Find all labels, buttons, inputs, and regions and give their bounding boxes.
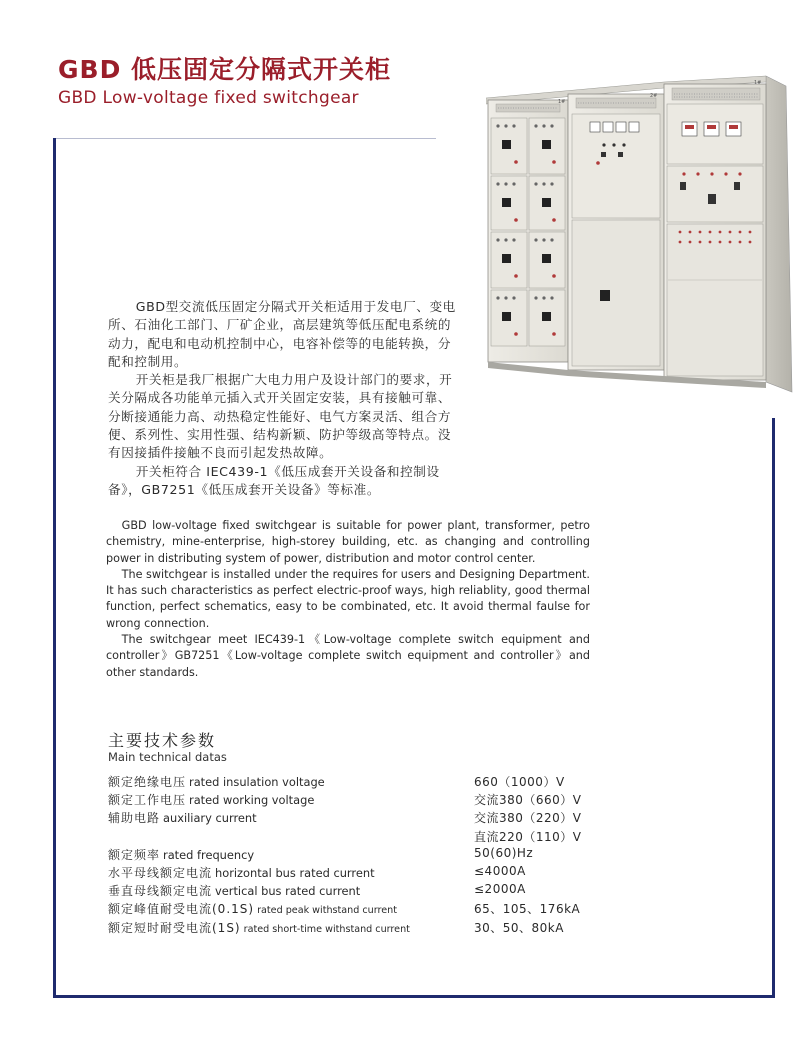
description-en-paragraph: The switchgear is installed under the requires for users and Designing Department. It has such characteristics as perfect electric-proof ways, high reliablity, good thermal function, perfect schematics, easy to be combinated, etc. It avoid thermal faulse for wrong connection. [106,567,590,630]
description-cn [108,298,463,499]
param-value: 65、105、176kA [474,902,581,917]
page-title-en: GBD Low-voltage fixed switchgear [58,88,359,108]
param-label-cn: 额定频率 [108,847,161,862]
cabinet-label-1: 1# [558,99,566,105]
param-row [108,919,668,937]
param-row [108,809,668,827]
page-title-cn: GBD 低压固定分隔式开关柜 [58,55,392,84]
param-row [108,828,668,846]
param-label [108,919,410,936]
param-label-en: auxiliary current [163,811,257,826]
switchgear-photo [486,70,798,402]
frame-left-rule [53,138,56,998]
param-label [108,773,325,790]
param-label [108,900,397,917]
description-en-paragraph: The switchgear meet IEC439-1《Low-voltage complete switch equipment and controller》GB7251《Low-voltage complete switch equipment and controller》and other standards. [106,633,590,679]
param-label [108,791,314,808]
description-en-paragraph: GBD low-voltage fixed switchgear is suitable for power plant, transformer, petro chemistry, mine-enterprise, high-storey building, etc. as changing and controlling power in distributing system of power, distribution and motor control center. [106,519,590,565]
param-label-cn: 辅助电路 [108,811,161,826]
param-row [108,791,668,809]
cabinet-label-2: 2# [650,93,658,99]
param-row [108,864,668,882]
params-heading-en: Main technical datas [108,750,227,764]
param-label [108,828,111,842]
param-label-cn: 垂直母线额定电流 [108,884,213,899]
params-table [108,773,668,937]
param-label [108,846,254,863]
param-row [108,882,668,900]
param-label-en: rated insulation voltage [189,775,325,789]
frame-right-rule [772,418,775,998]
param-label-cn: 额定工作电压 [108,793,187,808]
param-row [108,900,668,918]
param-label [108,864,375,881]
param-label-en: rated working voltage [189,793,315,808]
params-heading-cn: 主要技术参数 [108,731,217,750]
description-cn-paragraph: 开关柜是我厂根据广大电力用户及设计部门的要求，开关分隔成各功能单元插入式开关固定安装，具有接触可靠、分断接通能力高、动热稳定性能好、电气方案灵活、组合方便、系列性、实用性强、结构新颖、防护等级高等特点。没有因接插件接触不良而引起发热故障。 [108,372,453,461]
param-value: 直流220（110）V [474,829,582,844]
param-value: 660（1000）V [474,775,565,789]
param-value: ≤4000A [474,863,526,878]
cabinet-label-3: 1# [754,80,762,86]
param-label-en: vertical bus rated current [215,884,361,899]
param-label [108,809,257,826]
description-cn-paragraph: GBD型交流低压固定分隔式开关柜适用于发电厂、变电所、石油化工部门、厂矿企业，高层建筑等低压配电系统的动力，配电和电动机控制中心，电容补偿等的电能转换，分配和控制用。 [108,299,456,369]
param-label-cn: 额定短时耐受电流(1S) [108,920,241,935]
param-label-en: horizontal bus rated current [215,865,375,880]
param-label [108,882,360,899]
param-value: 50(60)Hz [474,845,534,860]
param-value: ≤2000A [474,882,526,897]
param-label-en: rated frequency [163,847,255,862]
param-label-cn: 水平母线额定电流 [108,865,213,880]
param-label-en: rated short-time withstand current [243,923,410,935]
param-label-cn: 额定峰值耐受电流(0.1S) [108,902,255,917]
param-label-en: rated peak withstand current [257,905,398,917]
param-row [108,773,668,791]
param-value: 交流380（220）V [474,811,582,826]
param-value: 交流380（660）V [474,793,582,808]
description-cn-paragraph: 开关柜符合 IEC439-1《低压成套开关设备和控制设备》，GB7251《低压成套开关设备》等标准。 [108,463,440,497]
param-row [108,846,668,864]
frame-bottom-rule [53,995,775,998]
description-en [106,518,590,681]
param-label-cn: 额定绝缘电压 [108,775,187,789]
frame-top-rule [56,138,436,139]
param-value: 30、50、80kA [474,920,564,935]
